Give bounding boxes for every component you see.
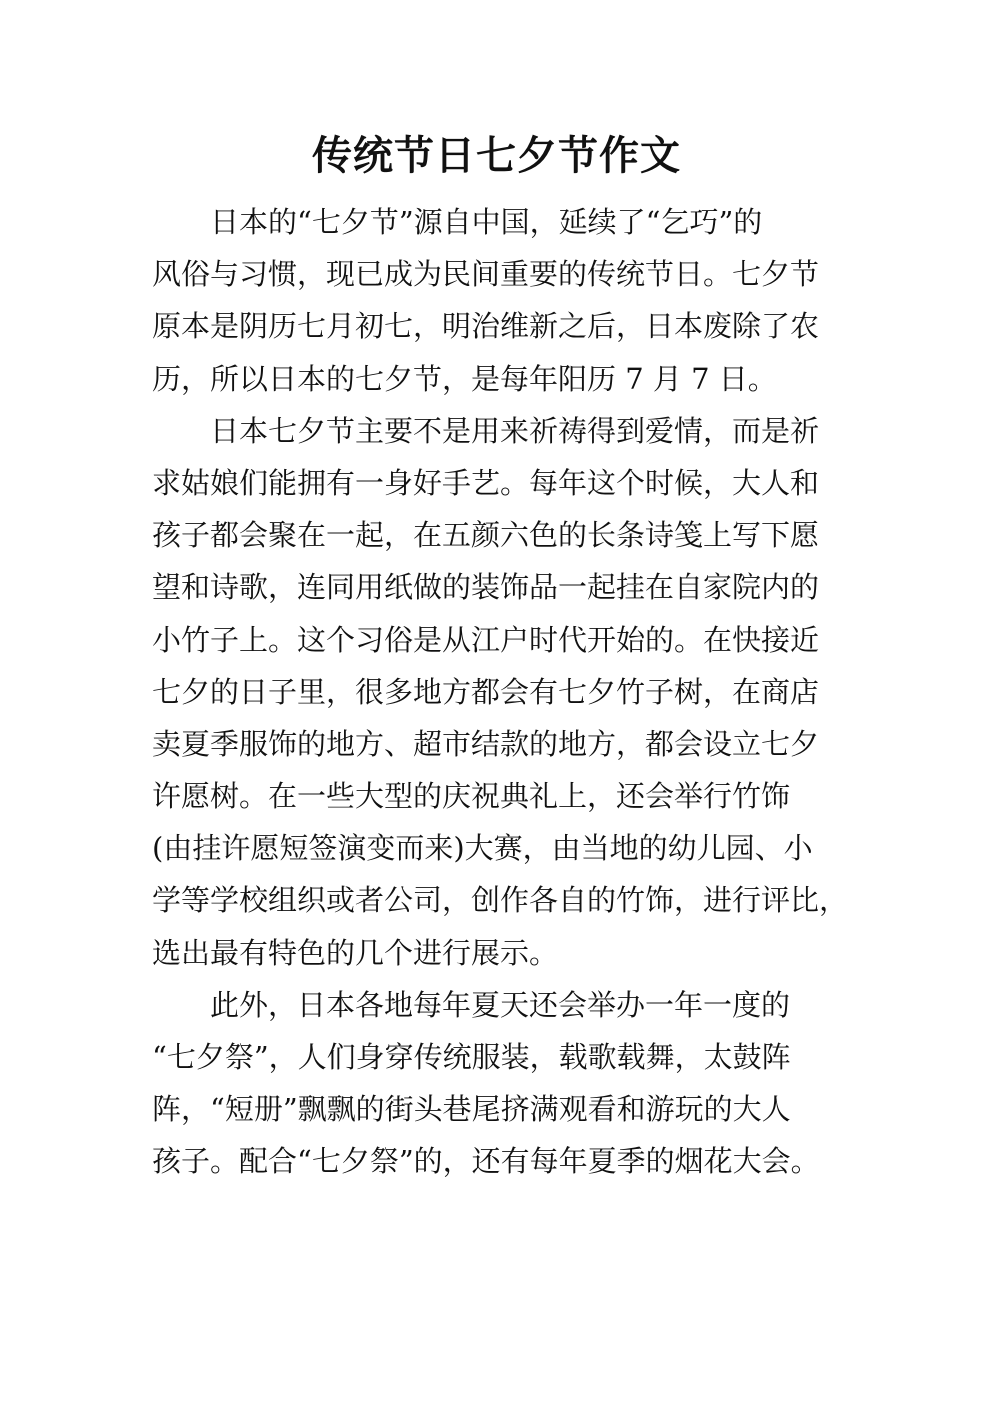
document-title: 传统节日七夕节作文 <box>312 133 681 179</box>
text-line: 孩子。配合“七夕祭”的，还有每年夏季的烟花大会。 <box>152 1144 820 1179</box>
text-line: 许愿树。在一些大型的庆祝典礼上，还会举行竹饰 <box>152 779 791 814</box>
text-line: 孩子都会聚在一起，在五颜六色的长条诗笺上写下愿 <box>152 518 820 553</box>
text-line: “七夕祭”，人们身穿传统服装，载歌载舞，太鼓阵 <box>152 1040 791 1074</box>
text-line: 历，所以日本的七夕节，是每年阳历 7 月 7 日。 <box>152 361 777 396</box>
text-line: 七夕的日子里，很多地方都会有七夕竹子树，在商店 <box>152 674 820 709</box>
document-body <box>152 196 858 1188</box>
text-line: 学等学校组织或者公司，创作各自的竹饰，进行评比， <box>152 883 849 918</box>
text-line: 此外，日本各地每年夏天还会举办一年一度的 <box>210 987 791 1022</box>
text-line: 卖夏季服饰的地方、超市结款的地方，都会设立七夕 <box>152 726 820 761</box>
text-line: 日本的“七夕节”源自中国，延续了“乞巧”的 <box>210 205 763 239</box>
text-line: 望和诗歌，连同用纸做的装饰品一起挂在自家院内的 <box>152 570 820 605</box>
text-line: 日本七夕节主要不是用来祈祷得到爱情，而是祈 <box>210 413 820 448</box>
text-line: 阵，“短册”飘飘的街头巷尾挤满观看和游玩的大人 <box>152 1092 791 1127</box>
text-line: 选出最有特色的几个进行展示。 <box>152 935 559 970</box>
text-line: (由挂许愿短签演变而来)大赛，由当地的幼儿园、小 <box>152 831 813 866</box>
text-line: 小竹子上。这个习俗是从江户时代开始的。在快接近 <box>152 622 820 657</box>
text-line: 求姑娘们能拥有一身好手艺。每年这个时候，大人和 <box>152 465 820 500</box>
text-line: 原本是阴历七月初七，明治维新之后，日本废除了农 <box>152 309 820 344</box>
paragraph-3 <box>152 979 858 1188</box>
text-line: 风俗与习惯，现已成为民间重要的传统节日。七夕节 <box>152 257 820 292</box>
paragraph-1 <box>152 196 858 405</box>
paragraph-2 <box>152 405 858 979</box>
